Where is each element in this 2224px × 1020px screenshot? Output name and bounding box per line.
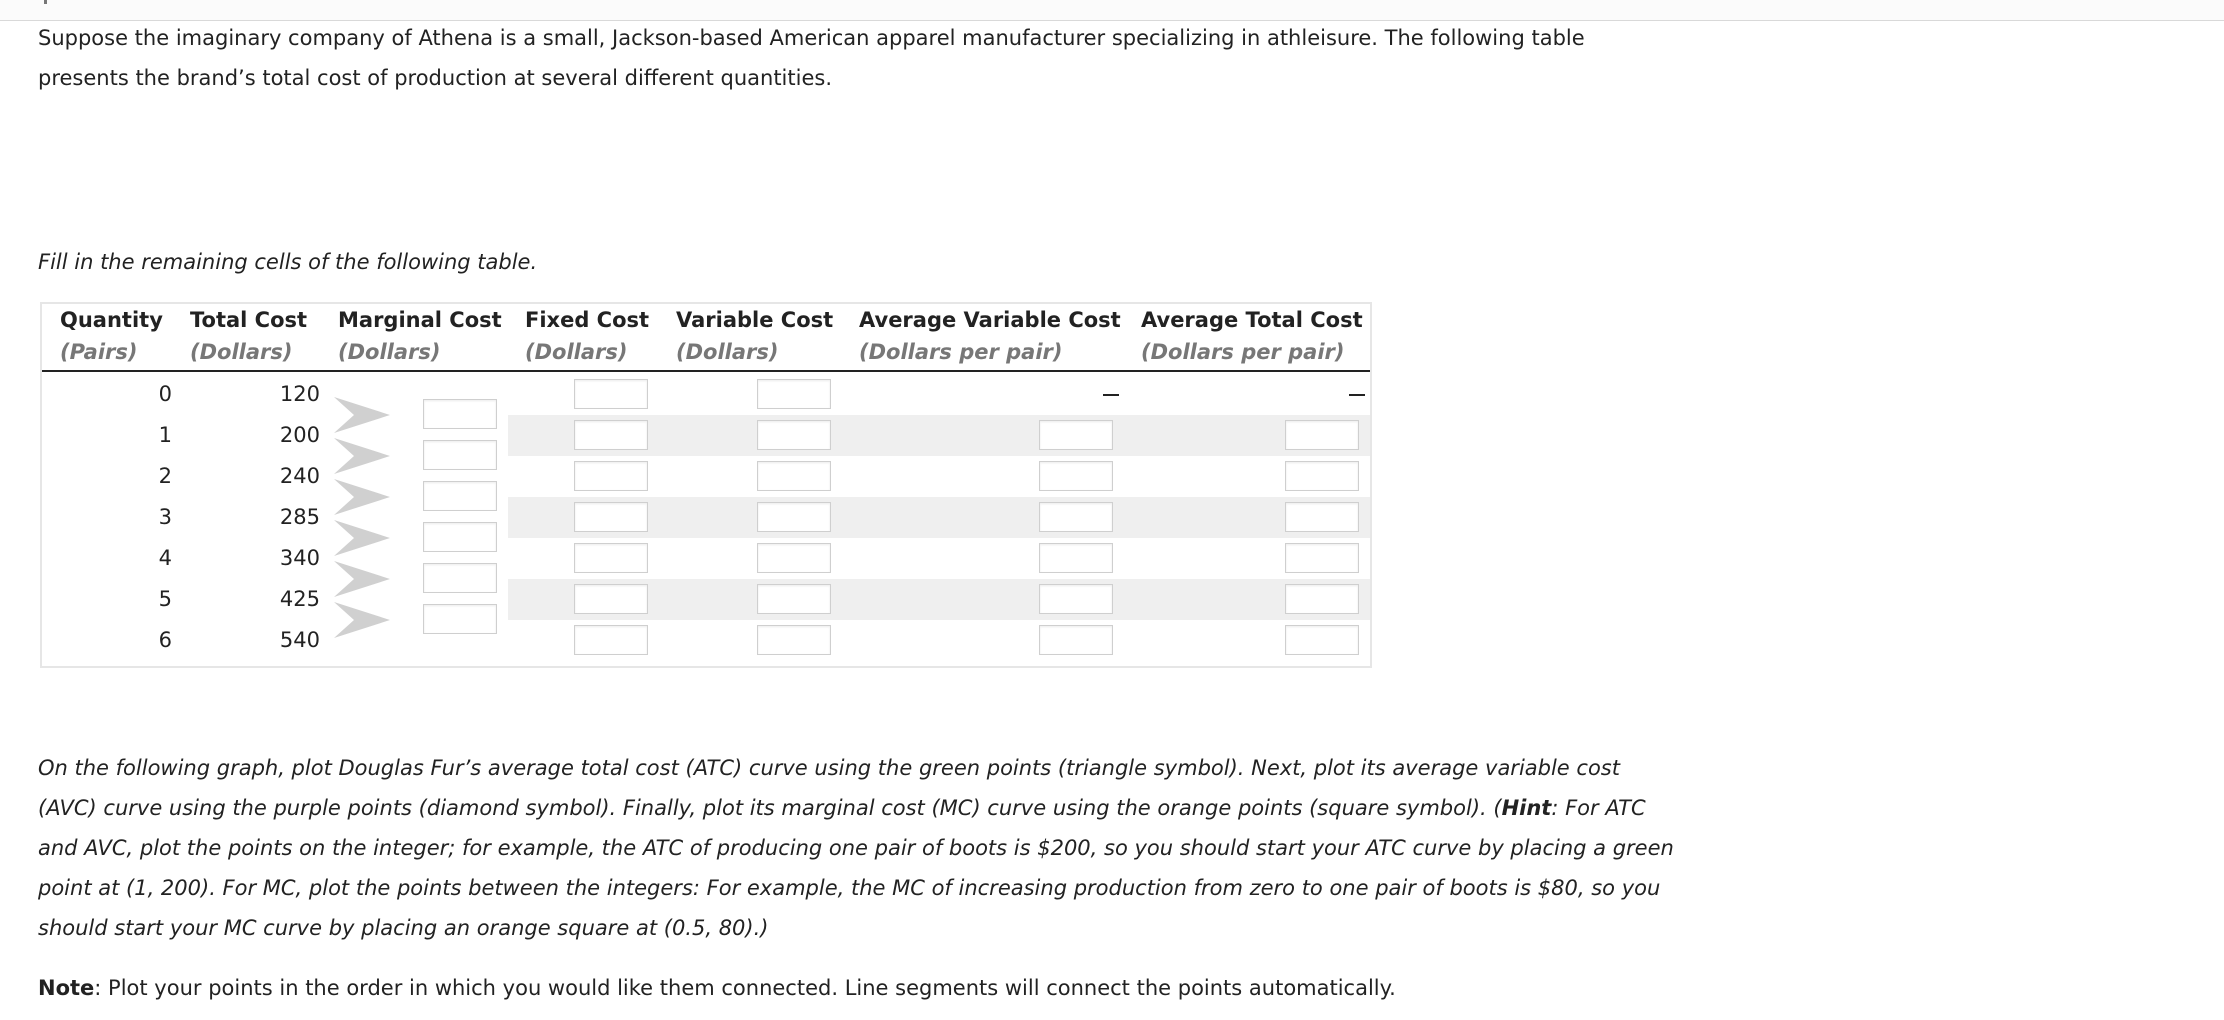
- header-quantity: [60, 304, 163, 372]
- atc-dash: [1349, 394, 1365, 396]
- variable-cost-input[interactable]: [757, 461, 831, 491]
- atc-cost-input[interactable]: [1285, 543, 1359, 573]
- fixed-cost-input[interactable]: [574, 502, 648, 532]
- chevron-right-icon: [332, 518, 392, 558]
- header-title: Variable Cost: [676, 308, 834, 332]
- header-title: Marginal Cost: [338, 308, 502, 332]
- header-unit: (Dollars per pair): [1141, 340, 1345, 364]
- fill-prompt: Fill in the remaining cells of the following table.: [38, 250, 538, 274]
- header-unit: (Dollars): [676, 340, 779, 364]
- header-title: Average Variable Cost: [859, 308, 1121, 332]
- chevron-right-icon: [332, 436, 392, 476]
- chevron-right-icon: [332, 395, 392, 435]
- chevron-right-icon: [332, 600, 392, 640]
- quantity-cell: 1: [158, 423, 172, 447]
- fixed-cost-input[interactable]: [574, 543, 648, 573]
- header-variable-cost: [676, 304, 833, 372]
- graph-instructions: [38, 748, 1678, 948]
- header-unit: (Dollars): [190, 340, 293, 364]
- atc-cost-input[interactable]: [1285, 584, 1359, 614]
- avc-cost-input[interactable]: [1039, 461, 1113, 491]
- quantity-cell: 0: [158, 382, 172, 406]
- fixed-cost-input[interactable]: [574, 625, 648, 655]
- variable-cost-input[interactable]: [757, 420, 831, 450]
- table-row: [42, 374, 1370, 415]
- graph-instructions-text: On the following graph, plot Douglas Fur’s average total cost (ATC) curve using the green points (triangle symbol). Next, plot its average variable cost (AVC) curve using the purple points (diamond symbol). Finally, plot its marginal cost (MC) curve using the orange points (square symbol). (: [38, 756, 1620, 820]
- avc-cost-input[interactable]: [1039, 625, 1113, 655]
- header-divider: [42, 370, 1370, 372]
- table-row: [42, 620, 1370, 661]
- atc-cost-input[interactable]: [1285, 625, 1359, 655]
- quantity-cell: 2: [158, 464, 172, 488]
- total-cost-cell: 200: [279, 423, 320, 447]
- atc-cost-input[interactable]: [1285, 502, 1359, 532]
- header-unit: (Pairs): [60, 340, 138, 364]
- chevron-right-icon: [332, 477, 392, 517]
- quantity-cell: 6: [158, 628, 172, 652]
- note-label: Note: [38, 976, 95, 1000]
- cost-table: [40, 302, 1372, 668]
- variable-cost-input[interactable]: [757, 584, 831, 614]
- header-average-variable-cost: [859, 304, 1121, 372]
- note-text: : Plot your points in the order in which you would like them connected. Line segments will connect the points automatically.: [94, 976, 1396, 1000]
- chevron-right-icon: [332, 559, 392, 599]
- table-row: [42, 579, 1370, 620]
- total-cost-cell: 540: [279, 628, 320, 652]
- table-row: [42, 415, 1370, 456]
- total-cost-cell: 120: [279, 382, 320, 406]
- header-total-cost: [190, 304, 307, 372]
- fixed-cost-input[interactable]: [574, 584, 648, 614]
- variable-cost-input[interactable]: [757, 543, 831, 573]
- header-title: Fixed Cost: [525, 308, 650, 332]
- marginal-cost-input[interactable]: [423, 604, 497, 634]
- variable-cost-input[interactable]: [757, 379, 831, 409]
- atc-cost-input[interactable]: [1285, 461, 1359, 491]
- header-unit: (Dollars): [338, 340, 441, 364]
- table-row: [42, 497, 1370, 538]
- marginal-cost-input[interactable]: [423, 522, 497, 552]
- table-row: [42, 456, 1370, 497]
- quantity-cell: 4: [158, 546, 172, 570]
- intro-paragraph: Suppose the imaginary company of Athena is a small, Jackson-based American apparel manufacturer specializing in athleisure. The following table presents the brand’s total cost of production at several different quantities.: [38, 26, 1585, 90]
- header-title: Quantity: [60, 308, 163, 332]
- fixed-cost-input[interactable]: [574, 461, 648, 491]
- variable-cost-input[interactable]: [757, 502, 831, 532]
- quantity-cell: 3: [158, 505, 172, 529]
- marginal-cost-input[interactable]: [423, 481, 497, 511]
- hint-text: : For ATC and AVC, plot the points on the integer; for example, the ATC of producing one pair of boots is $200, so you should start your ATC curve by placing a green point at (1, 200). For MC, plot the points between the integers: For example, the MC of increasing production from zero to one pair of boots is $80, so you should start your MC curve by placing an orange square at (0.5, 80).): [38, 796, 1674, 940]
- fixed-cost-input[interactable]: [574, 420, 648, 450]
- top-bar-tick: [44, 0, 47, 4]
- variable-cost-input[interactable]: [757, 625, 831, 655]
- avc-cost-input[interactable]: [1039, 502, 1113, 532]
- atc-cost-input[interactable]: [1285, 420, 1359, 450]
- avc-cost-input[interactable]: [1039, 543, 1113, 573]
- marginal-cost-input[interactable]: [423, 440, 497, 470]
- avc-cost-input[interactable]: [1039, 584, 1113, 614]
- table-row: [42, 538, 1370, 579]
- total-cost-cell: 340: [279, 546, 320, 570]
- marginal-cost-input[interactable]: [423, 563, 497, 593]
- total-cost-cell: 425: [279, 587, 320, 611]
- header-title: Total Cost: [190, 308, 308, 332]
- marginal-cost-input[interactable]: [423, 399, 497, 429]
- quantity-cell: 5: [158, 587, 172, 611]
- header-unit: (Dollars): [525, 340, 628, 364]
- total-cost-cell: 240: [279, 464, 320, 488]
- avc-dash: [1103, 394, 1119, 396]
- hint-label: Hint: [1501, 796, 1552, 820]
- header-marginal-cost: [338, 304, 502, 372]
- fixed-cost-input[interactable]: [574, 379, 648, 409]
- note-paragraph: [38, 968, 1638, 1008]
- avc-cost-input[interactable]: [1039, 420, 1113, 450]
- header-unit: (Dollars per pair): [859, 340, 1063, 364]
- header-title: Average Total Cost: [1141, 308, 1363, 332]
- header-average-total-cost: [1141, 304, 1363, 372]
- total-cost-cell: 285: [279, 505, 320, 529]
- header-fixed-cost: [525, 304, 649, 372]
